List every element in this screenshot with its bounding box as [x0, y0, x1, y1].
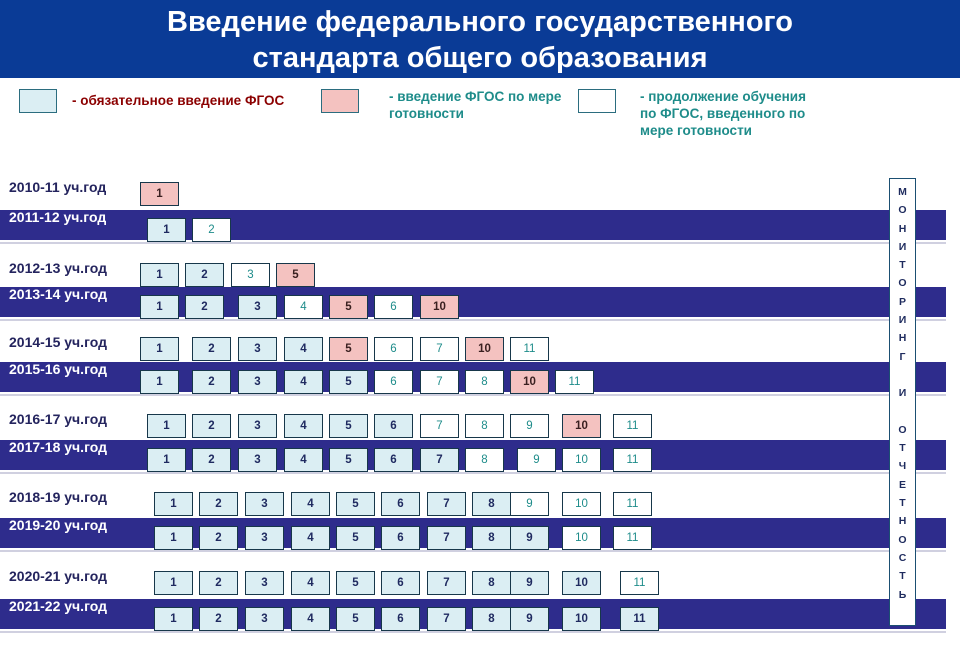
legend-text-cont: - продолжение обучения по ФГОС, введенного по мере готовности	[640, 89, 806, 138]
grade-cell: 7	[420, 337, 459, 361]
grade-cell: 8	[472, 571, 511, 595]
grade-cell: 2	[185, 295, 224, 319]
grade-cell: 4	[291, 571, 330, 595]
grade-cell: 1	[140, 370, 179, 394]
grade-cell: 3	[238, 370, 277, 394]
year-label: 2019-20 уч.год	[9, 517, 107, 533]
grade-cell: 5	[336, 492, 375, 516]
grade-cell: 5	[329, 337, 368, 361]
monitor-letter: Ч	[898, 460, 907, 473]
grade-cell: 11	[510, 337, 549, 361]
monitor-letter: Н	[898, 222, 907, 235]
grade-cell: 2	[199, 492, 238, 516]
monitor-letter: М	[898, 186, 907, 198]
row-divider	[0, 550, 946, 552]
grade-cell: 10	[420, 295, 459, 319]
grade-cell: 5	[329, 448, 368, 472]
grade-cell: 9	[517, 448, 556, 472]
grade-cell: 8	[472, 607, 511, 631]
monitor-letter: Т	[899, 442, 906, 455]
grade-cell: 2	[199, 607, 238, 631]
monitor-letter: Т	[899, 570, 906, 583]
monitor-letter: Р	[898, 295, 906, 308]
grade-cell: 2	[199, 526, 238, 550]
grade-cell: 4	[284, 370, 323, 394]
grade-cell: 6	[381, 492, 420, 516]
grade-cell: 2	[192, 448, 231, 472]
grade-cell: 8	[465, 448, 504, 472]
grade-cell: 1	[147, 448, 186, 472]
grade-cell: 1	[140, 295, 179, 319]
row-divider	[0, 394, 946, 396]
grade-cell: 6	[374, 370, 413, 394]
grade-cell: 2	[185, 263, 224, 287]
monitor-letter	[901, 403, 904, 421]
monitor-letter: Т	[899, 497, 906, 510]
grade-cell: 4	[291, 492, 330, 516]
year-label: 2015-16 уч.год	[9, 361, 107, 377]
grade-cell: 4	[291, 526, 330, 550]
grade-cell: 7	[427, 607, 466, 631]
grade-cell: 10	[562, 607, 601, 631]
grade-cell: 2	[192, 414, 231, 438]
monitor-letter: Г	[899, 350, 906, 363]
grade-cell: 9	[510, 607, 549, 631]
grade-cell: 1	[154, 526, 193, 550]
grade-cell: 1	[147, 414, 186, 438]
grade-cell: 4	[284, 414, 323, 438]
grade-cell: 10	[562, 526, 601, 550]
grade-cell: 6	[374, 337, 413, 361]
grade-cell: 7	[427, 492, 466, 516]
grade-cell: 3	[245, 607, 284, 631]
grade-cell: 4	[284, 295, 323, 319]
grade-cell: 1	[140, 263, 179, 287]
grade-cell: 5	[329, 370, 368, 394]
grade-cell: 5	[336, 571, 375, 595]
legend-text-mand: - обязательное введение ФГОС	[72, 93, 285, 108]
legend-swatch-ready	[321, 89, 359, 113]
grade-cell: 1	[154, 607, 193, 631]
year-label: 2013-14 уч.год	[9, 286, 107, 302]
grade-cell: 10	[562, 448, 601, 472]
year-label: 2011-12 уч.год	[9, 209, 107, 225]
grade-cell: 5	[336, 526, 375, 550]
grade-cell: 9	[510, 571, 549, 595]
grade-cell: 11	[620, 571, 659, 595]
monitor-letter: И	[898, 387, 907, 400]
grade-cell: 10	[510, 370, 549, 394]
grade-cell: 5	[336, 607, 375, 631]
grade-cell: 3	[238, 414, 277, 438]
grade-cell: 8	[472, 492, 511, 516]
year-label: 2017-18 уч.год	[9, 439, 107, 455]
grade-cell: 9	[510, 492, 549, 516]
grade-cell: 6	[381, 607, 420, 631]
year-label: 2012-13 уч.год	[9, 260, 107, 276]
monitor-letter: О	[898, 277, 907, 290]
row-divider	[0, 242, 946, 244]
year-label: 2020-21 уч.год	[9, 568, 107, 584]
grade-cell: 1	[147, 218, 186, 242]
monitor-letter	[901, 366, 904, 384]
monitor-letter: С	[898, 551, 907, 564]
grade-cell: 8	[465, 370, 504, 394]
grade-cell: 1	[140, 182, 179, 206]
year-label: 2014-15 уч.год	[9, 334, 107, 350]
grade-cell: 1	[154, 492, 193, 516]
monitoring-column	[889, 178, 916, 626]
row-divider	[0, 319, 946, 321]
monitor-letter: И	[898, 314, 907, 327]
grade-cell: 9	[510, 526, 549, 550]
grade-cell: 10	[465, 337, 504, 361]
grade-cell: 5	[276, 263, 315, 287]
grade-cell: 10	[562, 492, 601, 516]
grade-cell: 10	[562, 414, 601, 438]
row-divider	[0, 472, 946, 474]
grade-cell: 6	[381, 526, 420, 550]
grade-cell: 3	[238, 337, 277, 361]
grade-cell: 6	[374, 414, 413, 438]
grade-cell: 6	[374, 295, 413, 319]
grade-cell: 5	[329, 414, 368, 438]
grade-cell: 1	[140, 337, 179, 361]
grade-cell: 4	[284, 337, 323, 361]
grade-cell: 5	[329, 295, 368, 319]
grade-cell: 6	[374, 448, 413, 472]
grade-cell: 6	[381, 571, 420, 595]
grade-cell: 3	[238, 448, 277, 472]
grade-cell: 3	[245, 571, 284, 595]
slide-title-bar	[0, 0, 960, 78]
grade-cell: 4	[284, 448, 323, 472]
grade-cell: 11	[613, 492, 652, 516]
grade-cell: 11	[620, 607, 659, 631]
grade-cell: 8	[472, 526, 511, 550]
grade-cell: 3	[238, 295, 277, 319]
monitor-letter: И	[898, 240, 907, 253]
grade-cell: 4	[291, 607, 330, 631]
monitor-letter: Н	[898, 332, 907, 345]
grade-cell: 2	[192, 337, 231, 361]
grade-cell: 3	[245, 526, 284, 550]
grade-cell: 2	[192, 218, 231, 242]
year-label: 2010-11 уч.год	[9, 179, 107, 195]
grade-cell: 9	[510, 414, 549, 438]
grade-cell: 11	[613, 526, 652, 550]
year-label: 2021-22 уч.год	[9, 598, 107, 614]
row-band	[0, 210, 946, 240]
monitor-letter: О	[898, 533, 907, 546]
slide-title-line1: Введение федерального государственного	[167, 6, 793, 38]
grade-cell: 3	[231, 263, 270, 287]
grade-cell: 2	[192, 370, 231, 394]
grade-cell: 1	[154, 571, 193, 595]
legend-text-ready: - введение ФГОС по мере готовности	[389, 89, 562, 121]
monitor-letter: Ь	[898, 588, 907, 601]
grade-cell: 7	[420, 448, 459, 472]
year-label: 2018-19 уч.год	[9, 489, 107, 505]
grade-cell: 3	[245, 492, 284, 516]
grade-cell: 11	[555, 370, 594, 394]
slide-title-line2: стандарта общего образования	[252, 42, 708, 74]
grade-cell: 8	[465, 414, 504, 438]
row-divider	[0, 631, 946, 633]
grade-cell: 2	[199, 571, 238, 595]
grade-cell: 11	[613, 414, 652, 438]
monitor-letter: Н	[898, 515, 907, 528]
grade-cell: 11	[613, 448, 652, 472]
legend-swatch-mand	[19, 89, 57, 113]
monitor-letter: О	[898, 204, 907, 217]
grade-cell: 10	[562, 571, 601, 595]
year-label: 2016-17 уч.год	[9, 411, 107, 427]
grade-cell: 7	[427, 571, 466, 595]
grade-cell: 7	[420, 414, 459, 438]
grade-cell: 7	[427, 526, 466, 550]
legend-swatch-cont	[578, 89, 616, 113]
monitor-letter: Т	[899, 259, 906, 272]
monitor-letter: О	[898, 423, 907, 436]
monitor-letter: Е	[898, 478, 906, 491]
grade-cell: 7	[420, 370, 459, 394]
